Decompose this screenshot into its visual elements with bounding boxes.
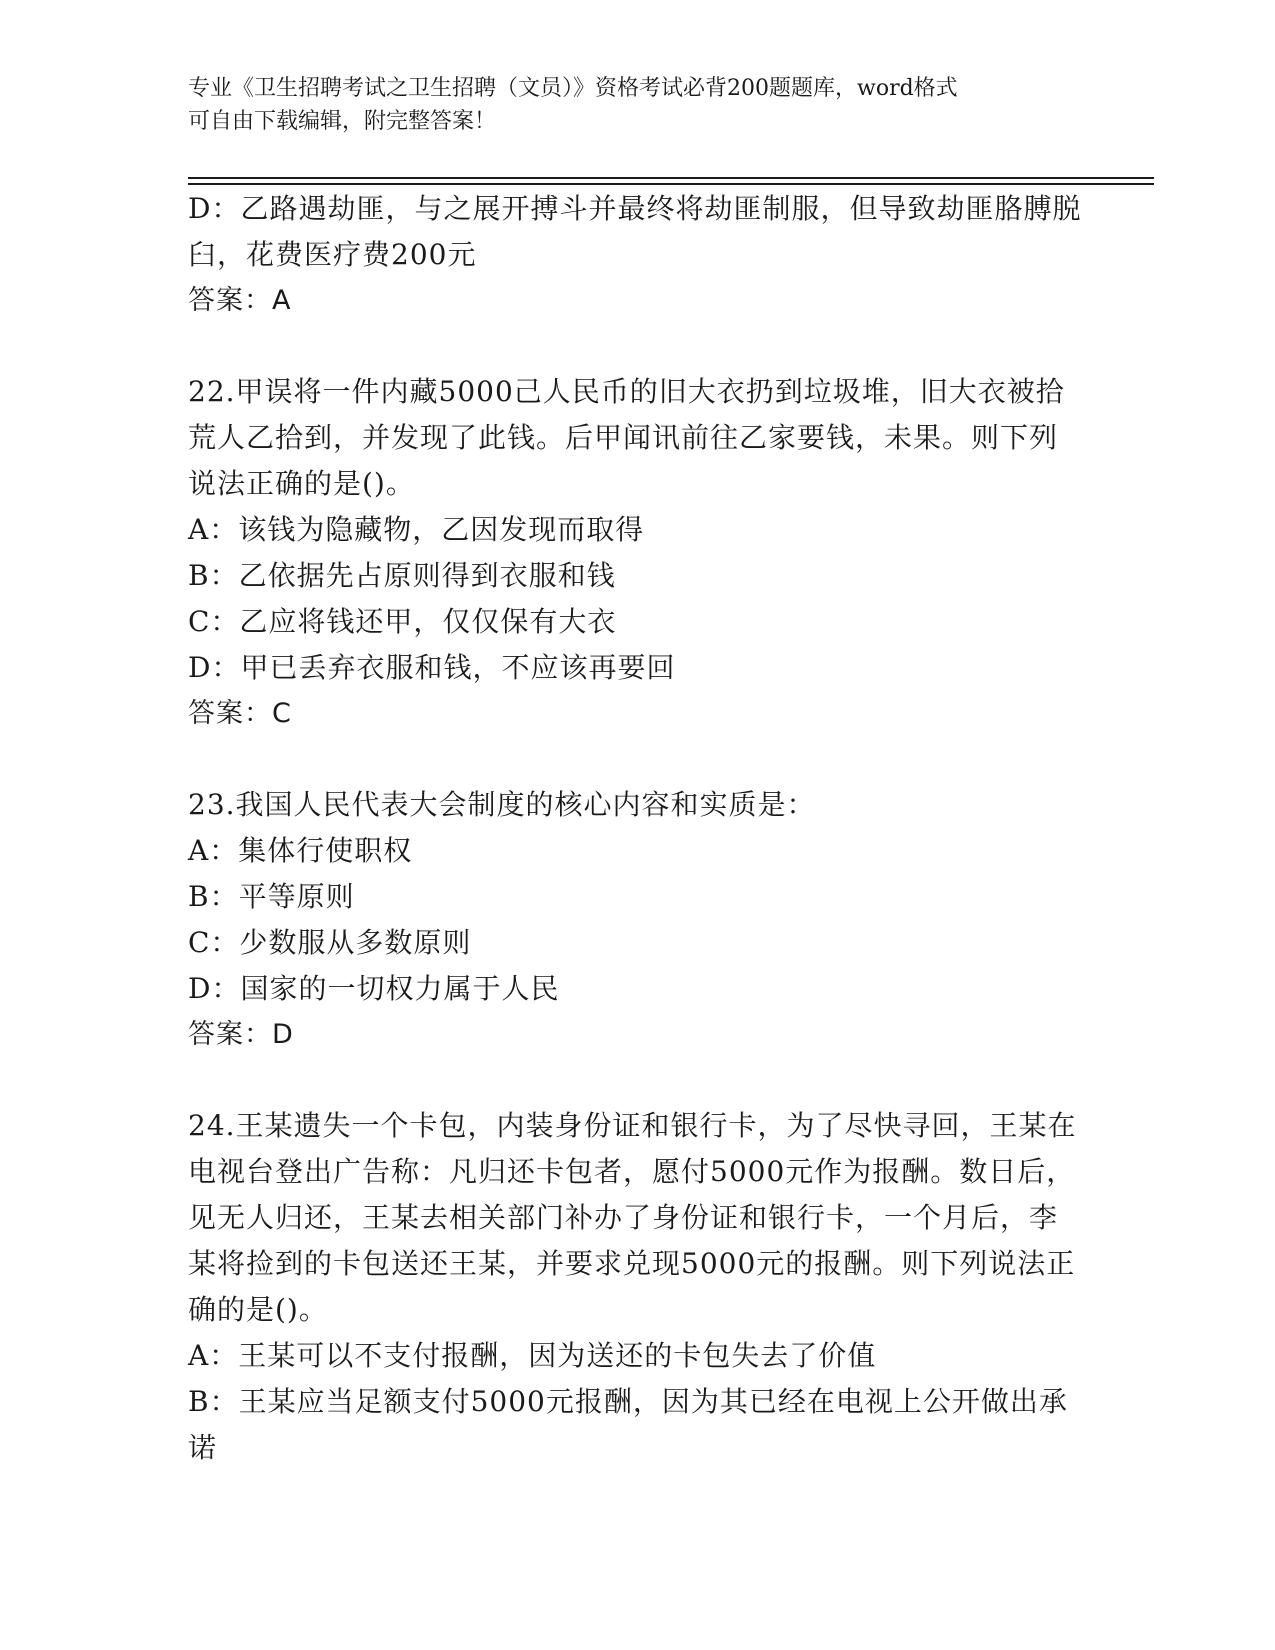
question-stem-line: 电视台登出广告称：凡归还卡包者，愿付5000元作为报酬。数日后， [188,1155,1076,1188]
answer-text: 答案：C [188,698,292,729]
option-b: B：平等原则 [188,880,355,913]
option-a: A：集体行使职权 [188,834,413,867]
option-b: B：王某应当足额支付5000元报酬，因为其已经在电视上公开做出承 [188,1385,1068,1418]
question-23 [188,782,1088,1058]
option-b-continued: 诺 [188,1431,218,1464]
question-stem-line: 22.甲误将一件内藏5000己人民币的旧大衣扔到垃圾堆，旧大衣被拾 [188,375,1065,408]
option-d: D：国家的一切权力属于人民 [188,972,560,1005]
document-header [188,72,1088,138]
question-stem-line: 见无人归还，王某去相关部门补办了身份证和银行卡，一个月后，李 [188,1201,1059,1234]
question-stem-line: 23.我国人民代表大会制度的核心内容和实质是： [188,788,816,821]
question-24 [188,1103,1088,1471]
option-a: A：王某可以不支付报酬，因为送还的卡包失去了价值 [188,1339,877,1372]
header-divider-top [188,177,1154,179]
answer-text: 答案：D [188,1019,294,1050]
option-a: A：该钱为隐藏物，乙因发现而取得 [188,513,645,546]
option-c: C：乙应将钱还甲，仅仅保有大衣 [188,605,617,638]
question-22 [188,369,1088,737]
option-c: C：少数服从多数原则 [188,926,472,959]
question-content [188,186,1088,1471]
question-stem-line: 荒人乙拾到，并发现了此钱。后甲闻讯前往乙家要钱，未果。则下列 [188,421,1059,454]
question-spacer [188,737,1088,782]
header-divider-bottom [188,183,1154,185]
option-d-continued: 臼，花费医疗费200元 [188,238,477,271]
answer-text: 答案：A [188,285,292,316]
question-stem-line: 说法正确的是()。 [188,467,415,500]
question-21 [188,186,1088,324]
question-stem-line: 某将捡到的卡包送还王某，并要求兑现5000元的报酬。则下列说法正 [188,1247,1076,1280]
question-stem-line: 24.王某遗失一个卡包，内装身份证和银行卡，为了尽快寻回，王某在 [188,1109,1077,1142]
header-subtitle-line: 可自由下载编辑，附完整答案！ [188,109,497,134]
option-b: B：乙依据先占原则得到衣服和钱 [188,559,616,592]
option-d: D：乙路遇劫匪，与之展开搏斗并最终将劫匪制服，但导致劫匪胳膊脱 [188,192,1082,225]
option-d: D：甲已丢弃衣服和钱，不应该再要回 [188,651,676,684]
header-title-line: 专业《卫生招聘考试之卫生招聘（文员）》资格考试必背200题题库，word格式 [188,76,958,101]
question-spacer [188,324,1088,369]
question-spacer [188,1058,1088,1103]
question-stem-line: 确的是()。 [188,1293,328,1326]
